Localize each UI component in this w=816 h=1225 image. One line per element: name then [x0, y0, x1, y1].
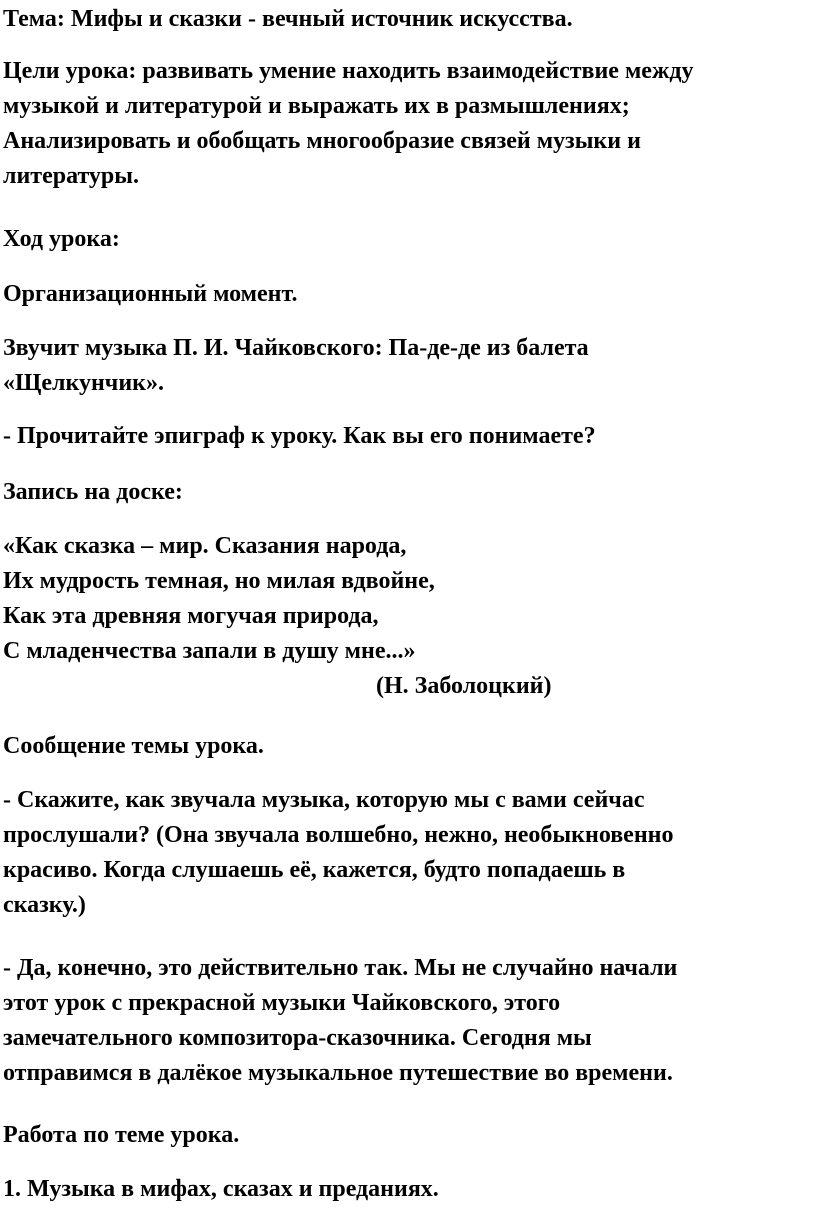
music-line-1: Звучит музыка П. И. Чайковского: Па-де-де из балета	[3, 335, 589, 361]
music-line-2: «Щелкунчик».	[3, 370, 164, 396]
answer-line-1: - Да, конечно, это действительно так. Мы не случайно начали	[3, 955, 678, 981]
topic-message-heading: Сообщение темы урока.	[3, 733, 264, 759]
goals-line-4: литературы.	[3, 163, 140, 189]
lesson-course-heading: Ход урока:	[3, 226, 120, 252]
poem-line-2: Их мудрость темная, но милая вдвойне,	[3, 568, 435, 594]
poem-author: (Н. Заболоцкий)	[376, 673, 552, 699]
work-heading: Работа по теме урока.	[3, 1122, 240, 1148]
poem-line-4: С младенчества запали в душу мне...»	[3, 638, 416, 664]
question-line-3: красиво. Когда слушаешь её, кажется, будто попадаешь в	[3, 857, 626, 883]
question-line-1: - Скажите, как звучала музыка, которую мы с вами сейчас	[3, 787, 645, 813]
section-1-heading: 1. Музыка в мифах, сказах и преданиях.	[3, 1176, 439, 1202]
epigraph-prompt: - Прочитайте эпиграф к уроку. Как вы его понимаете?	[3, 423, 596, 449]
answer-line-3: замечательного композитора-сказочника. Сегодня мы	[3, 1025, 592, 1051]
goals-line-3: Анализировать и обобщать многообразие связей музыки и	[3, 128, 641, 154]
answer-line-2: этот урок с прекрасной музыки Чайковского, этого	[3, 990, 561, 1016]
goals-line-1: Цели урока: развивать умение находить взаимодействие между	[3, 58, 694, 84]
answer-line-4: отправимся в далёкое музыкальное путешествие во времени.	[3, 1060, 673, 1086]
org-moment-heading: Организационный момент.	[3, 281, 298, 307]
poem-line-1: «Как сказка – мир. Сказания народа,	[3, 533, 407, 559]
board-note: Запись на доске:	[3, 479, 183, 505]
goals-line-2: музыкой и литературой и выражать их в размышлениях;	[3, 93, 630, 119]
question-line-4: сказку.)	[3, 892, 86, 918]
question-line-2: прослушали? (Она звучала волшебно, нежно, необыкновенно	[3, 822, 674, 848]
poem-line-3: Как эта древняя могучая природа,	[3, 603, 379, 629]
topic-line: Тема: Мифы и сказки - вечный источник искусства.	[3, 6, 573, 32]
